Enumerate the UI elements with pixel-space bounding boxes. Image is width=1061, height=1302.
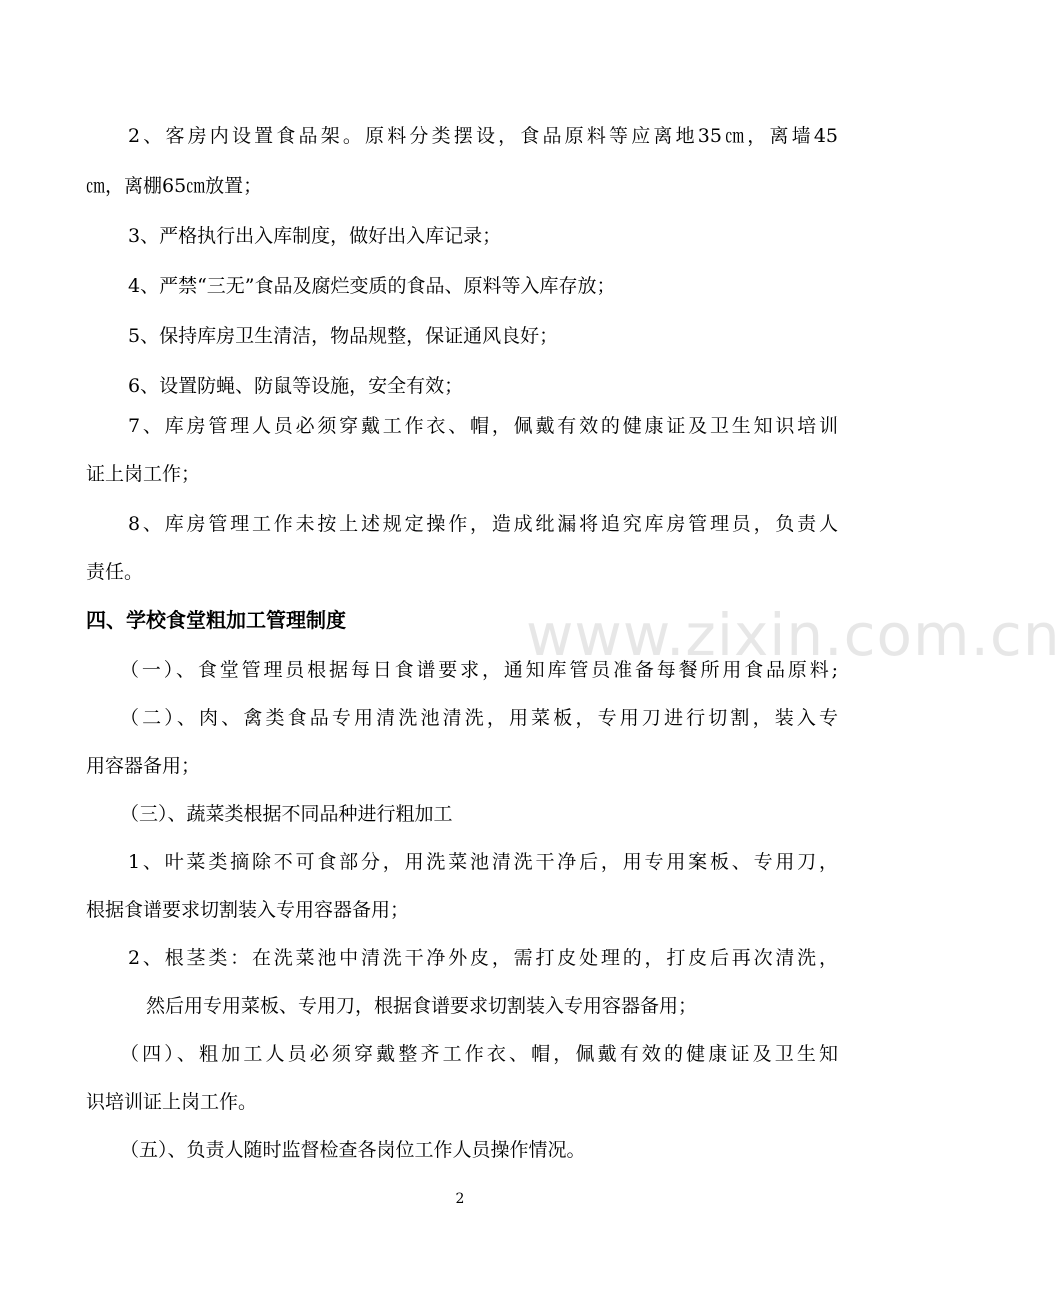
- paragraph-line: 责任。: [86, 561, 144, 583]
- paragraph-line: 识培训证上岗工作。: [86, 1091, 258, 1113]
- section-heading: 四、学校食堂粗加工管理制度: [86, 608, 346, 632]
- paragraph-line: （四）、粗加工人员必须穿戴整齐工作衣、帽，佩戴有效的健康证及卫生知: [120, 1043, 838, 1065]
- page-number: 2: [455, 1191, 465, 1207]
- paragraph-line: 然后用专用菜板、专用刀，根据食谱要求切割装入专用容器备用；: [146, 995, 698, 1017]
- paragraph-line: （一）、食堂管理员根据每日食谱要求，通知库管员准备每餐所用食品原料;: [120, 659, 838, 681]
- paragraph-line: 3、严格执行出入库制度，做好出入库记录；: [128, 225, 502, 247]
- paragraph-line: ㎝，离棚65㎝放置；: [86, 175, 263, 197]
- paragraph-line: 根据食谱要求切割装入专用容器备用；: [86, 899, 410, 921]
- paragraph-line: （二）、肉、禽类食品专用清洗池清洗，用菜板，专用刀进行切割，装入专: [120, 707, 838, 729]
- paragraph-line: （五）、负责人随时监督检查各岗位工作人员操作情况。: [120, 1139, 586, 1161]
- paragraph-line: 1、叶菜类摘除不可食部分，用洗菜池清洗干净后，用专用案板、专用刀，: [128, 851, 838, 873]
- watermark: www.zixin.com.cn: [526, 601, 1061, 669]
- paragraph-line: 7、库房管理人员必须穿戴工作衣、帽，佩戴有效的健康证及卫生知识培训: [128, 415, 838, 437]
- paragraph-line: 2、客房内设置食品架。原料分类摆设，食品原料等应离地35㎝，离墙45: [128, 125, 838, 147]
- paragraph-line: 6、设置防蝇、防鼠等设施，安全有效；: [128, 375, 464, 397]
- paragraph-line: 证上岗工作；: [86, 463, 201, 485]
- paragraph-line: 8、库房管理工作未按上述规定操作，造成纰漏将追究库房管理员，负责人: [128, 513, 838, 535]
- paragraph-line: 5、保持库房卫生清洁，物品规整，保证通风良好；: [128, 325, 559, 347]
- paragraph-line: 用容器备用；: [86, 755, 201, 777]
- paragraph-line: （三）、蔬菜类根据不同品种进行粗加工: [120, 803, 453, 825]
- paragraph-line: 4、严禁“三无”食品及腐烂变质的食品、原料等入库存放；: [128, 275, 616, 297]
- paragraph-line: 2、根茎类：在洗菜池中清洗干净外皮，需打皮处理的，打皮后再次清洗，: [128, 947, 838, 969]
